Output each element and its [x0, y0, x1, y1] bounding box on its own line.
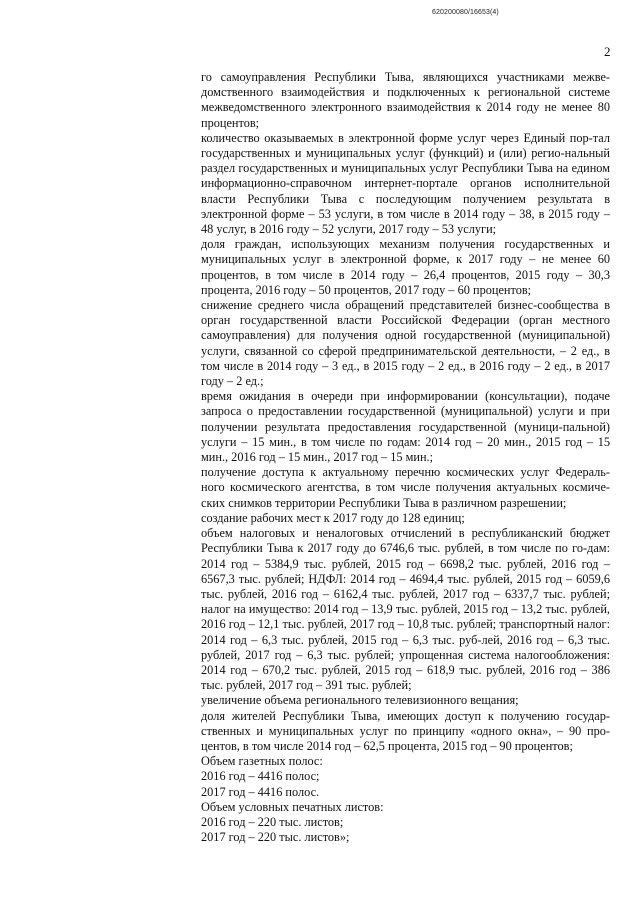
document-code: 620200080/16653(4)	[432, 9, 499, 16]
paragraph-business-requests: снижение среднего числа обращений представителей бизнес-сообщества в орган государственной власти Российской Федерации (орган местного самоуправления) для получения одной государственной (муниципальной) услуги, связанной со сферой предпринимательской деятельности, – 2 ед., в том числе в 2014 году – 3 ед., в 2015 году – 2 ед., в 2016 году – 2 ед., в 2017 году – 2 ед.;	[201, 298, 610, 389]
paragraph-tax-revenue: объем налоговых и неналоговых отчислений в республиканский бюджет Республики Тыва к 2017 году до 6746,6 тыс. рублей, в том числе по го-дам: 2014 год – 5384,9 тыс. рублей, 2015 год – 6698,2 тыс. рублей, 2016 год – 6567,3 тыс. рублей; НДФЛ: 2014 год – 4694,4 тыс. рублей, 2015 год – 6059,6 тыс. рублей, 2016 год – 6162,4 тыс. рублей, 2017 год – 6337,7 тыс. рублей; налог на имущество: 2014 год – 13,9 тыс. рублей, 2015 год – 13,2 тыс. рублей, 2016 год – 12,1 тыс. рублей, 2017 год – 10,8 тыс. рублей; транспортный налог: 2014 год – 6,3 тыс. рублей, 2015 год – 6,3 тыс. руб-лей, 2016 год – 6,3 тыс. рублей, 2017 год – 6,3 тыс. рублей; упрощенная система налогообложения: 2014 год – 670,2 тыс. рублей, 2015 год – 618,9 тыс. рублей, 2016 год – 386 тыс. рублей, 2017 год – 391 тыс. рублей;	[201, 526, 610, 693]
paragraph-local-governments-share: го самоуправления Республики Тыва, являющихся участниками межве-домственного взаимодействия и подключенных к региональной системе межведомственного электронного взаимодействия к 2014 году не менее 80 процентов;	[201, 70, 610, 130]
paragraph-tv-broadcasting: увеличение объема регионального телевизионного вещания;	[201, 693, 519, 708]
paragraph-one-window-share: доля жителей Республики Тыва, имеющих доступ к получению государ-ственных и муниципальных услуг по принципу «одного окна», – 90 про-центов, в том числе 2014 год – 62,5 процента, 2015 год – 90 процентов;	[201, 708, 610, 753]
paragraph-electronic-services-count: количество оказываемых в электронной форме услуг через Единый пор-тал государственных и муниципальных услуг (функций) и (или) регио-нальный раздел государственных и муниципальных услуг Республики Тыва на едином информационно-справочном интернет-портале органов исполнительной власти Республики Тыва с последующим получением результата в электронной форме – 53 услуги, в том числе в 2014 году – 38, в 2015 году – 48 услуг, в 2016 году – 52 услуги, 2017 году – 53 услуги;	[201, 130, 610, 237]
paragraph-print-sheets-2017: 2017 год – 220 тыс. листов»;	[201, 830, 350, 845]
paragraph-queue-waiting-time: время ожидания в очереди при информировании (консультации), подаче запроса о предоставлении государственной (муниципальной) услуги и при получении результата предоставления государственной (муници-пальной) услуги – 15 мин., в том числе по годам: 2014 год – 20 мин., 2015 год – 15 мин., 2016 год – 15 мин., 2017 год – 15 мин.;	[201, 389, 610, 465]
paragraph-newspaper-pages-2016: 2016 год – 4416 полос;	[201, 769, 320, 784]
document-body	[201, 70, 610, 845]
paragraph-newspaper-pages-heading: Объем газетных полос:	[201, 754, 323, 769]
paragraph-print-sheets-2016: 2016 год – 220 тыс. листов;	[201, 814, 344, 829]
page-number: 2	[604, 44, 611, 59]
paragraph-space-services-access: получение доступа к актуальному перечню космических услуг Федераль-ного космического агентства, в том числе получения актуальных космиче-ских снимков территории Республики Тыва в различном разрешении;	[201, 465, 610, 510]
paragraph-citizens-share: доля граждан, использующих механизм получения государственных и муниципальных услуг в электронной форме, к 2017 году – не менее 60 процентов, в том числе в 2014 году – 26,4 процентов, 2015 году – 30,3 процента, 2016 году – 50 процентов, 2017 году – 60 процентов;	[201, 237, 610, 297]
paragraph-print-sheets-heading: Объем условных печатных листов:	[201, 799, 384, 814]
paragraph-newspaper-pages-2017: 2017 год – 4416 полос.	[201, 784, 320, 799]
paragraph-jobs-created: создание рабочих мест к 2017 году до 128 единиц;	[201, 510, 465, 525]
